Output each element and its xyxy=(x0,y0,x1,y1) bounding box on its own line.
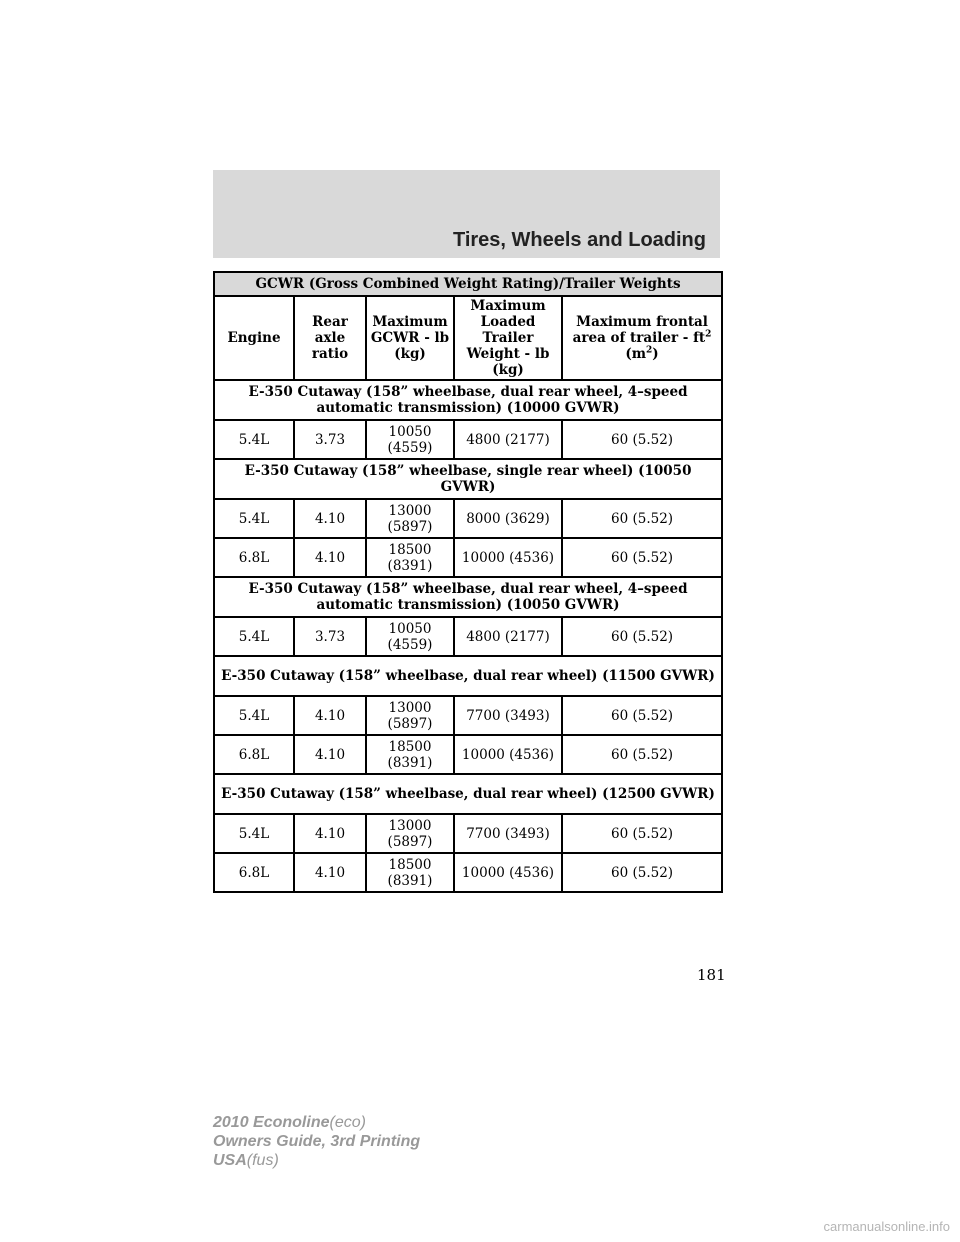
table-row xyxy=(214,735,722,774)
frontal-area-unit-open: (m xyxy=(625,346,647,362)
table-title: GCWR (Gross Combined Weight Rating)/Trailer Weights xyxy=(214,272,722,296)
table-group-row xyxy=(214,656,722,696)
cell-gcwr: 13000 (5897) xyxy=(366,499,454,538)
footer-model-code: (eco) xyxy=(329,1114,366,1131)
cell-frontal: 60 (5.52) xyxy=(562,499,722,538)
cell-engine: 5.4L xyxy=(214,499,294,538)
cell-trailer: 8000 (3629) xyxy=(454,499,562,538)
footer-market-code: (fus) xyxy=(246,1152,279,1169)
cell-axle: 4.10 xyxy=(294,853,366,892)
cell-axle: 4.10 xyxy=(294,696,366,735)
cell-trailer: 10000 (4536) xyxy=(454,853,562,892)
cell-engine: 6.8L xyxy=(214,538,294,577)
table-group-row xyxy=(214,380,722,420)
group-title: E-350 Cutaway (158” wheelbase, dual rear wheel) (11500 GVWR) xyxy=(214,656,722,696)
table-group-row xyxy=(214,577,722,617)
cell-frontal: 60 (5.52) xyxy=(562,853,722,892)
cell-engine: 5.4L xyxy=(214,420,294,459)
footer-line-3 xyxy=(213,1151,420,1170)
cell-frontal: 60 (5.52) xyxy=(562,538,722,577)
cell-trailer: 7700 (3493) xyxy=(454,814,562,853)
header-engine: Engine xyxy=(214,296,294,380)
cell-engine: 6.8L xyxy=(214,853,294,892)
cell-trailer: 10000 (4536) xyxy=(454,538,562,577)
cell-gcwr: 18500 (8391) xyxy=(366,538,454,577)
group-title: E-350 Cutaway (158” wheelbase, dual rear wheel, 4–speed automatic transmission) (10000 GVWR) xyxy=(214,380,722,420)
gcwr-trailer-weights-table xyxy=(213,271,723,893)
table-row xyxy=(214,420,722,459)
footer-line-2: Owners Guide, 3rd Printing xyxy=(213,1133,421,1150)
header-max-trailer-weight: Maximum Loaded Trailer Weight - lb (kg) xyxy=(454,296,562,380)
cell-frontal: 60 (5.52) xyxy=(562,814,722,853)
frontal-area-superscript: 2 xyxy=(705,329,712,340)
cell-frontal: 60 (5.52) xyxy=(562,617,722,656)
cell-gcwr: 13000 (5897) xyxy=(366,814,454,853)
cell-axle: 3.73 xyxy=(294,617,366,656)
footer-model: 2010 Econoline xyxy=(213,1114,330,1131)
table-row xyxy=(214,853,722,892)
frontal-area-label: Maximum frontal area of trailer - ft xyxy=(572,314,708,346)
cell-axle: 4.10 xyxy=(294,735,366,774)
cell-engine: 5.4L xyxy=(214,617,294,656)
cell-engine: 5.4L xyxy=(214,696,294,735)
cell-gcwr: 18500 (8391) xyxy=(366,853,454,892)
table-group-row xyxy=(214,774,722,814)
header-max-gcwr: Maximum GCWR - lb (kg) xyxy=(366,296,454,380)
table-row xyxy=(214,696,722,735)
cell-gcwr: 10050 (4559) xyxy=(366,420,454,459)
group-title: E-350 Cutaway (158” wheelbase, dual rear wheel, 4–speed automatic transmission) (10050 GVWR) xyxy=(214,577,722,617)
table-row xyxy=(214,617,722,656)
cell-engine: 5.4L xyxy=(214,814,294,853)
section-header-band xyxy=(213,170,720,258)
header-max-frontal-area xyxy=(562,296,722,380)
group-title: E-350 Cutaway (158” wheelbase, dual rear wheel) (12500 GVWR) xyxy=(214,774,722,814)
table-row xyxy=(214,499,722,538)
section-title: Tires, Wheels and Loading xyxy=(452,229,706,251)
group-title: E-350 Cutaway (158” wheelbase, single rear wheel) (10050 GVWR) xyxy=(214,459,722,499)
page-number: 181 xyxy=(697,966,726,984)
cell-trailer: 10000 (4536) xyxy=(454,735,562,774)
cell-trailer: 4800 (2177) xyxy=(454,617,562,656)
table-row xyxy=(214,538,722,577)
table-body xyxy=(214,380,722,892)
cell-gcwr: 18500 (8391) xyxy=(366,735,454,774)
cell-gcwr: 10050 (4559) xyxy=(366,617,454,656)
frontal-area-unit-close: ) xyxy=(652,346,659,362)
frontal-area-unit-superscript: 2 xyxy=(646,345,653,356)
cell-frontal: 60 (5.52) xyxy=(562,696,722,735)
cell-engine: 6.8L xyxy=(214,735,294,774)
cell-frontal: 60 (5.52) xyxy=(562,420,722,459)
table-row xyxy=(214,814,722,853)
cell-frontal: 60 (5.52) xyxy=(562,735,722,774)
cell-gcwr: 13000 (5897) xyxy=(366,696,454,735)
document-footer xyxy=(213,1113,420,1170)
cell-trailer: 7700 (3493) xyxy=(454,696,562,735)
footer-market: USA xyxy=(213,1152,247,1169)
footer-line-1 xyxy=(213,1113,420,1132)
header-rear-axle-ratio: Rear axle ratio xyxy=(294,296,366,380)
cell-axle: 3.73 xyxy=(294,420,366,459)
cell-axle: 4.10 xyxy=(294,499,366,538)
cell-axle: 4.10 xyxy=(294,814,366,853)
cell-axle: 4.10 xyxy=(294,538,366,577)
table-group-row xyxy=(214,459,722,499)
cell-trailer: 4800 (2177) xyxy=(454,420,562,459)
watermark: carmanualsonline.info xyxy=(823,1219,950,1234)
